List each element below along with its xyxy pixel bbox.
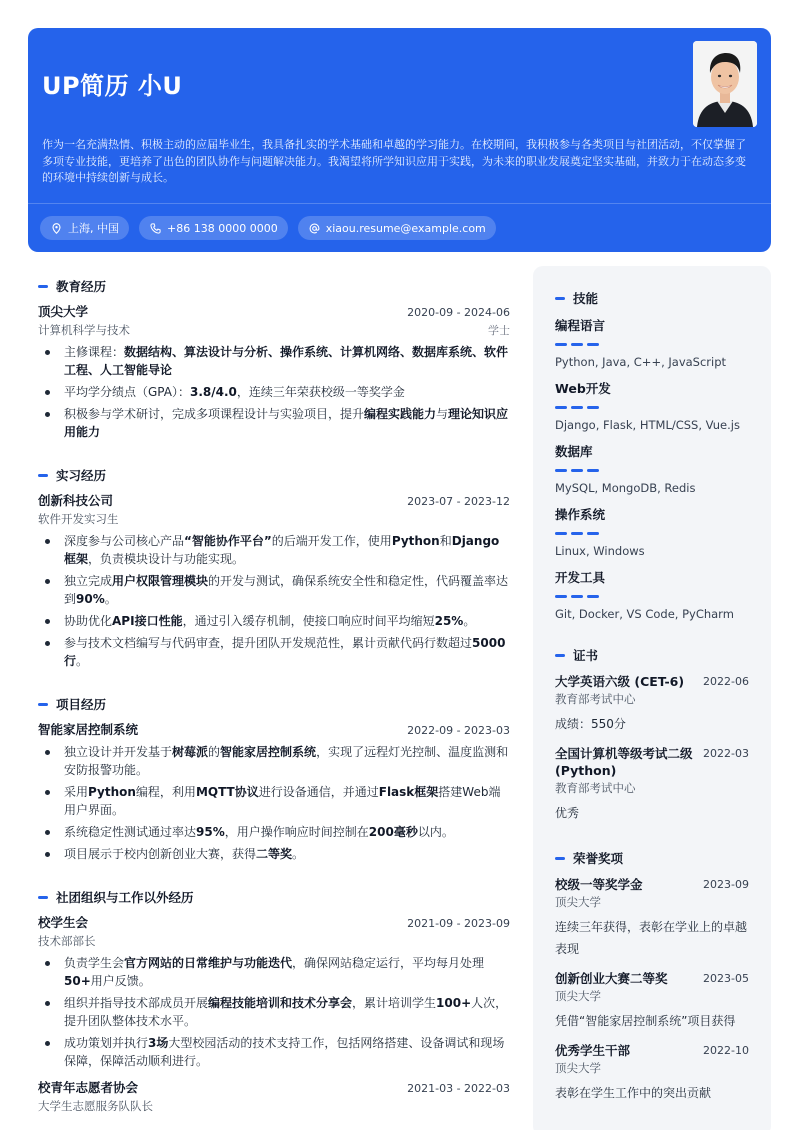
bullet-text: 。 (104, 592, 117, 606)
highlight-text: 官方网站的日常维护与功能迭代 (124, 956, 293, 970)
bullet-text: 主修课程： (64, 345, 125, 359)
bullet-text: 的开发与测试，确保系统安全性和稳定性，代码覆盖率达到 (64, 574, 509, 606)
highlight-text: 3场 (148, 1036, 169, 1050)
section-title-text: 荣誉奖项 (573, 851, 624, 866)
skill-level-indicator (555, 532, 749, 535)
item-detail: 连续三年获得，表彰在学业上的卓越表现 (555, 920, 748, 956)
bullet-item (38, 1034, 510, 1070)
item-name: 大学英语六级 (CET-6) (555, 674, 685, 689)
bullet-text: ，连续三年荣获校级一等奖学金 (236, 385, 405, 399)
skill-category: 编程语言 (555, 318, 606, 333)
section-marker (38, 703, 48, 706)
skill-dot (587, 469, 599, 472)
item-issuer: 顶尖大学 (555, 1061, 601, 1075)
entry-subtitle (38, 933, 510, 949)
highlight-text: Flask框架 (378, 785, 439, 799)
highlight-text: 用户权限管理模块 (112, 574, 209, 588)
skill-dot (587, 595, 599, 598)
section-marker (38, 896, 48, 899)
bullet-item (38, 634, 510, 670)
resume-section (38, 467, 510, 670)
person-photo-icon (693, 41, 757, 127)
entry-name: 校青年志愿者协会 (38, 1080, 139, 1095)
bullet-text: 项目展示于校内创新创业大赛，获得 (64, 847, 257, 861)
skill-items: Python, Java, C++, JavaScript (555, 355, 727, 369)
bullet-text: 以内。 (417, 825, 454, 839)
skill-dot (555, 343, 567, 346)
item-issuer: 教育部考试中心 (555, 692, 636, 706)
highlight-text: API接口性能 (112, 614, 183, 628)
entry-subtitle (38, 322, 510, 338)
bullet-text: ，确保网站稳定运行，平均每月处理 (292, 956, 485, 970)
skill-dot (555, 406, 567, 409)
highlight-text: 95% (196, 825, 225, 839)
entry-date: 2023-07 - 2023-12 (407, 495, 510, 508)
header-divider (28, 203, 771, 204)
section-marker (38, 474, 48, 477)
bullet-list (38, 532, 510, 670)
skill-level-indicator (555, 406, 749, 409)
section-title-text: 项目经历 (56, 697, 107, 712)
bullet-text: ，用户操作响应时间控制在 (224, 825, 369, 839)
profile-summary: 作为一名充满热情、积极主动的应届毕业生，我具备扎实的学术基础和卓越的学习能力。在校期间，我积极参与各类项目与社团活动，不仅掌握了多项专业技能，更培养了出色的团队协作与问题解决能力。我渴望将所学知识应用于实践，为未来的职业发展奠定坚实基础，并致力于在动态多变的环境中持续创新与成长。 (42, 138, 746, 184)
skill-dot (571, 469, 583, 472)
entry-role: 计算机科学与技术 (38, 323, 130, 337)
bullet-text: 。 (292, 847, 305, 861)
skill-items: Django, Flask, HTML/CSS, Vue.js (555, 418, 740, 432)
bullet-text: 系统稳定性测试通过率达 (64, 825, 197, 839)
phone-text: +86 138 0000 0000 (167, 221, 278, 235)
contact-phone[interactable] (139, 216, 288, 240)
entry-header (38, 913, 510, 931)
skills-list (555, 316, 749, 621)
entry-role: 大学生志愿服务队队长 (38, 1099, 153, 1113)
entry-name: 顶尖大学 (38, 304, 89, 319)
bullet-text: 。 (463, 614, 476, 628)
highlight-text: Python (88, 785, 136, 799)
section-title-text: 社团组织与工作以外经历 (56, 890, 194, 905)
at-sign-icon (309, 223, 320, 234)
skill-items: Git, Docker, VS Code, PyCharm (555, 607, 734, 621)
skill-dot (587, 406, 599, 409)
highlight-text: 90% (76, 592, 105, 606)
skill-dot (555, 532, 567, 535)
entry-date: 2021-09 - 2023-09 (407, 917, 510, 930)
item-name: 创新创业大赛二等奖 (555, 971, 668, 986)
highlight-text: MQTT协议 (195, 785, 259, 799)
bullet-text: 。 (76, 654, 89, 668)
profile-photo (693, 41, 757, 127)
highlight-text: 智能家居控制系统 (220, 745, 317, 759)
skill-dot (587, 532, 599, 535)
resume-section (38, 889, 510, 1114)
bullet-item (38, 743, 510, 779)
bullet-text: 的 (208, 745, 221, 759)
skill-items: MySQL, MongoDB, Redis (555, 481, 696, 495)
main-column (38, 278, 510, 1130)
location-text: 上海, 中国 (68, 222, 119, 235)
skill-dot (587, 343, 599, 346)
skill-category: Web开发 (555, 381, 611, 396)
highlight-text: Python (391, 534, 440, 548)
skill-dot (571, 406, 583, 409)
candidate-name: UP简历 小U (42, 72, 183, 100)
section-title-text: 教育经历 (56, 279, 107, 294)
section-title (38, 278, 510, 294)
entry-header (38, 491, 510, 509)
phone-icon (150, 223, 161, 234)
entry-degree: 学士 (488, 324, 510, 337)
highlight-text: 3.8/4.0 (189, 385, 237, 399)
section-marker (555, 297, 565, 300)
bullet-text: 参与技术文档编写与代码审查，提升团队开发规范性，累计贡献代码行数超过 (64, 636, 473, 650)
bullet-list (38, 343, 510, 441)
skills-section (555, 290, 749, 621)
bullet-item (38, 823, 510, 841)
highlight-text: “智能协作平台” (184, 534, 272, 548)
section-marker (38, 285, 48, 288)
skill-level-indicator (555, 469, 749, 472)
skill-dot (571, 532, 583, 535)
email-text: xiaou.resume@example.com (325, 221, 486, 235)
entry-header (38, 720, 510, 738)
item-detail: 优秀 (555, 806, 580, 820)
highlight-text: 树莓派 (172, 745, 209, 759)
section-title (38, 696, 510, 712)
bullet-text: 独立设计并开发基于 (64, 745, 173, 759)
section-title (38, 467, 510, 483)
location-pin-icon (51, 223, 62, 234)
bullet-item (38, 405, 510, 441)
bullet-text: 成功策划并执行 (64, 1036, 149, 1050)
skill-dot (555, 469, 567, 472)
item-date: 2022-10 (703, 1044, 749, 1057)
bullet-text: 人次，提升团队整体技术水平。 (64, 996, 508, 1028)
skill-level-indicator (555, 595, 749, 598)
bullet-item (38, 845, 510, 863)
bullet-item (38, 612, 510, 630)
item-date: 2022-06 (703, 675, 749, 688)
item-issuer: 顶尖大学 (555, 989, 601, 1003)
resume-header (28, 28, 771, 252)
bullet-text: 与 (436, 407, 449, 421)
entry-role: 技术部部长 (38, 934, 96, 948)
awards-list (555, 876, 749, 1104)
item-date: 2023-09 (703, 878, 749, 891)
entry-role: 软件开发实习生 (38, 512, 119, 526)
bullet-text: 独立完成 (64, 574, 113, 588)
section-marker (555, 857, 565, 860)
entry-name: 智能家居控制系统 (38, 722, 139, 737)
resume-section (38, 278, 510, 441)
entry-date: 2020-09 - 2024-06 (407, 306, 510, 319)
item-detail: 成绩：550分 (555, 717, 626, 731)
item-name: 全国计算机等级考试二级 (Python) (555, 746, 693, 778)
item-header (555, 970, 749, 987)
contact-bar (40, 216, 496, 240)
bullet-text: 深度参与公司核心产品 (64, 534, 185, 548)
bullet-text: 积极参与学术研讨，完成多项课程设计与实验项目，提升 (64, 407, 365, 421)
bullet-text: 组织并指导技术部成员开展 (64, 996, 209, 1010)
bullet-text: 协助优化 (64, 614, 113, 628)
item-date: 2022-03 (703, 747, 749, 760)
section-title (38, 889, 510, 905)
section-title (555, 850, 749, 866)
item-name: 优秀学生干部 (555, 1043, 631, 1058)
bullet-text: 负责学生会 (64, 956, 125, 970)
item-detail: 表彰在学生工作中的突出贡献 (555, 1086, 712, 1100)
skill-category: 数据库 (555, 444, 593, 459)
resume-section (38, 696, 510, 863)
skill-dot (571, 595, 583, 598)
highlight-text: Django框架 (64, 534, 500, 566)
highlight-text: 25% (434, 614, 464, 628)
highlight-text: 编程技能培训和技术分享会 (208, 996, 353, 1010)
highlight-text: 数据结构、算法设计与分析、操作系统、计算机网络、数据库系统、软件工程、人工智能导论 (64, 345, 509, 377)
entry-name: 校学生会 (38, 915, 89, 930)
skill-dot (571, 343, 583, 346)
bullet-text: ，通过引入缓存机制，使接口响应时间平均缩短 (182, 614, 435, 628)
item-name: 校级一等奖学金 (555, 877, 643, 892)
bullet-text: 搭建Web端用户界面。 (64, 785, 501, 817)
section-marker (555, 654, 565, 657)
item-header (555, 1042, 749, 1059)
item-header (555, 673, 749, 690)
section-title-text: 技能 (573, 291, 599, 306)
bullet-text: 和 (439, 534, 452, 548)
bullet-item (38, 532, 510, 568)
certificates-section (555, 647, 749, 824)
entry-date: 2021-03 - 2022-03 (407, 1082, 510, 1095)
section-title (555, 647, 749, 663)
bullet-item (38, 383, 510, 401)
bullet-item (38, 572, 510, 608)
bullet-text: 大型校园活动的技术支持工作，包括网络搭建、设备调试和现场保障，保障活动顺利进行。 (64, 1036, 505, 1068)
bullet-text: 采用 (64, 785, 89, 799)
bullet-item (38, 954, 510, 990)
item-detail: 凭借“智能家居控制系统”项目获得 (555, 1014, 736, 1028)
entry-subtitle (38, 511, 510, 527)
section-title (555, 290, 749, 306)
bullet-text: 编程，利用 (135, 785, 196, 799)
highlight-text: 二等奖 (256, 847, 293, 861)
bullet-list (38, 954, 510, 1070)
highlight-text: 100+ (436, 996, 472, 1010)
contact-location (40, 216, 129, 240)
highlight-text: 50+ (64, 974, 91, 988)
contact-email[interactable] (298, 216, 496, 240)
sidebar (533, 266, 771, 1130)
section-title-text: 实习经历 (56, 468, 107, 483)
entry-header (38, 302, 510, 320)
entry-date: 2022-09 - 2023-03 (407, 724, 510, 737)
entry-header (38, 1078, 510, 1096)
skill-level-indicator (555, 343, 749, 346)
skill-items: Linux, Windows (555, 544, 645, 558)
item-header (555, 745, 749, 779)
bullet-text: 用户反馈。 (90, 974, 151, 988)
item-issuer: 顶尖大学 (555, 895, 601, 909)
bullet-list (38, 743, 510, 863)
highlight-text: 编程实践能力 (364, 407, 437, 421)
bullet-text: ，累计培训学生 (352, 996, 437, 1010)
highlight-text: 理论知识应用能力 (64, 407, 509, 439)
bullet-item (38, 783, 510, 819)
highlight-text: 200毫秒 (368, 825, 418, 839)
bullet-text: 的后端开发工作，使用 (271, 534, 392, 548)
item-issuer: 教育部考试中心 (555, 781, 636, 795)
awards-section (555, 850, 749, 1104)
section-title-text: 证书 (573, 648, 599, 663)
item-header (555, 876, 749, 893)
item-date: 2023-05 (703, 972, 749, 985)
skill-dot (555, 595, 567, 598)
highlight-text: 5000行 (64, 636, 506, 668)
skill-category: 开发工具 (555, 570, 606, 585)
skill-category: 操作系统 (555, 507, 606, 522)
certificates-list (555, 673, 749, 824)
bullet-item (38, 994, 510, 1030)
entry-name: 创新科技公司 (38, 493, 114, 508)
bullet-item (38, 343, 510, 379)
bullet-text: 平均学分绩点（GPA）： (64, 385, 190, 399)
bullet-text: ，负责模块设计与功能实现。 (88, 552, 245, 566)
bullet-text: ，实现了远程灯光控制、温度监测和安防报警功能。 (64, 745, 509, 777)
bullet-text: 进行设备通信，并通过 (258, 785, 379, 799)
entry-subtitle (38, 1098, 510, 1114)
